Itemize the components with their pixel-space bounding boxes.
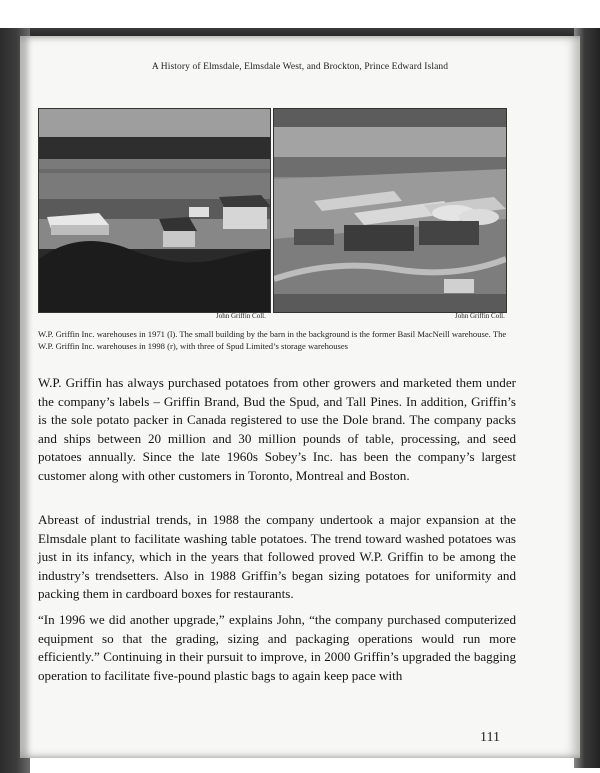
book-page: [20, 36, 580, 758]
photo-credit-right: John Griffin Coll.: [455, 312, 505, 320]
paragraph-2: Abreast of industrial trends, in 1988 the company undertook a major expansion at the Elmsdale plant to facilitate washing table potatoes. The trend toward washed potatoes was just in its infancy, which in the years that followed proved W.P. Griffin to be among the industry’s trendsetters. Also in 1988 Griffin’s began sizing potatoes for uniformity and packing them in cardboard boxes for restaurants.: [38, 512, 516, 601]
running-head: A History of Elmsdale, Elmsdale West, and Brockton, Prince Edward Island: [151, 62, 449, 72]
photo-caption: W.P. Griffin Inc. warehouses in 1971 (l). The small building by the barn in the background is the former Basil MacNeill warehouse. The W.P. Griffin Inc. warehouses in 1998 (r), with three of Spud Limited’s storage warehouses: [38, 329, 507, 351]
photo-credit-left: John Griffin Coll.: [216, 312, 266, 320]
paragraph-3: “In 1996 we did another upgrade,” explains John, “the company purchased computerized equipment so that the grading, sizing and packaging operations would run more efficiently.” Continuing in their pursuit to improve, in 2000 Griffin’s upgraded the bagging operation to facilitate five-pound plastic bags to again keep pace with: [38, 612, 516, 683]
page-number: 111: [480, 730, 500, 745]
paragraph-1: W.P. Griffin has always purchased potatoes from other growers and marketed them under the company’s labels – Griffin Brand, Bud the Spud, and Tall Pines. In addition, Griffin’s is the sole potato packer in Canada registered to use the Dole brand. The company packs and ships between 20 million and 30 million pounds of table, processing, and seed potatoes annually. Since the late 1960s Sobey’s Inc. has been the company’s largest customer along with other customers in Toronto, Montreal and Boston.: [38, 375, 516, 483]
photo-warehouses-1971: [38, 108, 271, 313]
photo-warehouses-1998: [273, 108, 507, 313]
